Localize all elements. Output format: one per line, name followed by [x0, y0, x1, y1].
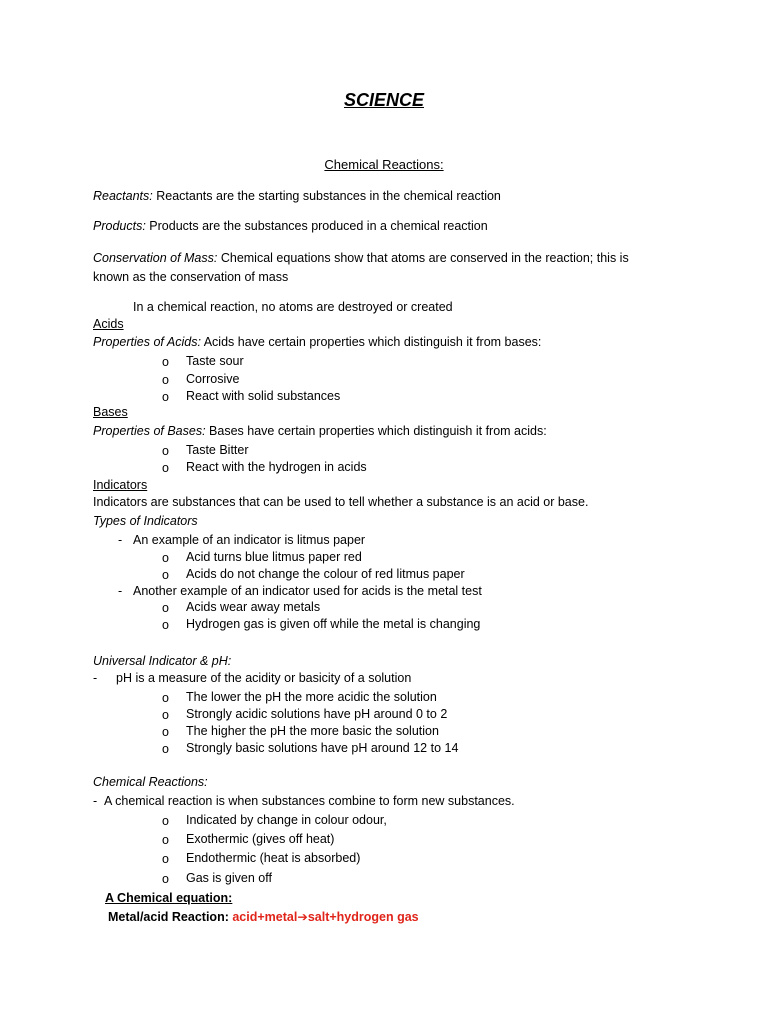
dash-icon: -	[93, 671, 98, 685]
def-products	[93, 220, 488, 233]
dash-icon: -	[93, 794, 98, 808]
bullet-o-icon: o	[162, 390, 169, 404]
dash-icon: -	[118, 533, 123, 547]
dash-icon: -	[118, 584, 123, 598]
bullet-o-icon: o	[162, 551, 169, 565]
dash-item: pH is a measure of the acidity or basicity of a solution	[116, 671, 412, 685]
list-item: Taste sour	[186, 354, 244, 368]
prop-text: Bases have certain properties which distinguish it from acids:	[209, 424, 547, 438]
bases-heading: Bases	[93, 405, 128, 419]
bases-properties	[93, 425, 547, 438]
list-item: Gas is given off	[186, 871, 272, 885]
def-conservation-cont: known as the conservation of mass	[93, 270, 289, 284]
bullet-o-icon: o	[162, 618, 169, 632]
list-item: Taste Bitter	[186, 443, 249, 457]
bullet-o-icon: o	[162, 601, 169, 615]
def-term: Products:	[93, 219, 146, 233]
ph-heading: Universal Indicator & pH:	[93, 654, 232, 668]
list-item: React with the hydrogen in acids	[186, 460, 367, 474]
bullet-o-icon: o	[162, 373, 169, 387]
list-item: Indicated by change in colour odour,	[186, 813, 387, 827]
arrow-right-icon: ➔	[297, 910, 308, 924]
page-title: SCIENCE	[343, 90, 424, 110]
list-item: Exothermic (gives off heat)	[186, 832, 335, 846]
equation-rhs: salt+hydrogen gas	[307, 910, 419, 924]
list-item: The lower the pH the more acidic the solution	[186, 690, 437, 704]
list-item: Acid turns blue litmus paper red	[186, 550, 362, 564]
bullet-o-icon: o	[162, 852, 169, 866]
acids-heading: Acids	[93, 317, 124, 331]
bullet-o-icon: o	[162, 355, 169, 369]
prop-text: Acids have certain properties which distinguish it from bases:	[203, 335, 542, 349]
def-text: Chemical equations show that atoms are conserved in the reaction; this is	[220, 251, 629, 265]
list-item: Acids wear away metals	[186, 600, 321, 614]
bullet-o-icon: o	[162, 691, 169, 705]
prop-term: Properties of Bases:	[93, 424, 206, 438]
list-item: Strongly acidic solutions have pH around 0 to 2	[186, 707, 448, 721]
list-item: Strongly basic solutions have pH around 12 to 14	[186, 741, 459, 755]
section-heading: Chemical Reactions:	[324, 157, 444, 172]
indicators-intro: Indicators are substances that can be used to tell whether a substance is an acid or base.	[93, 495, 589, 509]
list-item: Corrosive	[186, 372, 240, 386]
types-heading: Types of Indicators	[93, 514, 198, 528]
list-item: The higher the pH the more basic the solution	[186, 724, 439, 738]
list-item: Hydrogen gas is given off while the metal is changing	[186, 617, 481, 631]
bullet-o-icon: o	[162, 814, 169, 828]
def-term: Reactants:	[93, 189, 153, 203]
equation-lhs: acid+metal	[232, 910, 298, 924]
dash-item: A chemical reaction is when substances combine to form new substances.	[104, 794, 515, 808]
equation-line	[108, 911, 419, 924]
bullet-o-icon: o	[162, 872, 169, 886]
list-item: React with solid substances	[186, 389, 341, 403]
dash-item: Another example of an indicator used for acids is the metal test	[133, 584, 482, 598]
acids-properties	[93, 336, 541, 349]
bullet-o-icon: o	[162, 568, 169, 582]
bullet-o-icon: o	[162, 725, 169, 739]
def-reactants	[93, 190, 501, 203]
def-text: Reactants are the starting substances in the chemical reaction	[156, 189, 501, 203]
reactions-heading: Chemical Reactions:	[93, 775, 208, 789]
conservation-note: In a chemical reaction, no atoms are destroyed or created	[133, 300, 453, 314]
dash-item: An example of an indicator is litmus paper	[133, 533, 366, 547]
bullet-o-icon: o	[162, 742, 169, 756]
indicators-heading: Indicators	[93, 478, 148, 492]
def-term: Conservation of Mass:	[93, 251, 218, 265]
bullet-o-icon: o	[162, 444, 169, 458]
bullet-o-icon: o	[162, 708, 169, 722]
def-text: Products are the substances produced in a chemical reaction	[149, 219, 488, 233]
bullet-o-icon: o	[162, 461, 169, 475]
equation-heading: A Chemical equation:	[105, 891, 233, 905]
prop-term: Properties of Acids:	[93, 335, 201, 349]
bullet-o-icon: o	[162, 833, 169, 847]
def-conservation	[93, 252, 629, 265]
list-item: Acids do not change the colour of red litmus paper	[186, 567, 465, 581]
equation-label: Metal/acid Reaction:	[108, 910, 229, 924]
list-item: Endothermic (heat is absorbed)	[186, 851, 361, 865]
